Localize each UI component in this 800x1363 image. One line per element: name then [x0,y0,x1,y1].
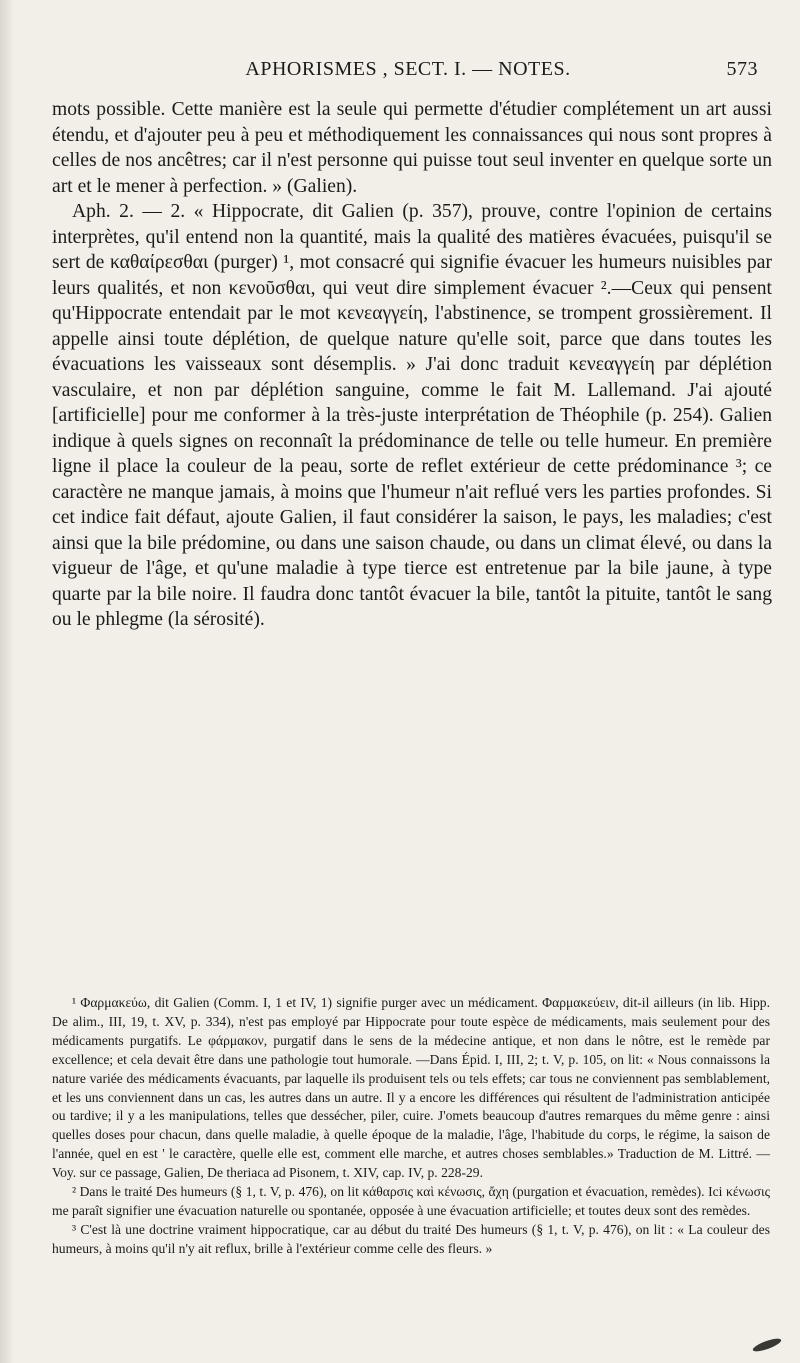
running-header [58,58,758,84]
paragraph-continued: mots possible. Cette manière est la seule qui permette d'étudier complétement un art aussi étendu, et d'ajouter peu à peu et méthodiquement les connaissances qui nous sont propres à celles de nos ancêtres; car il n'est personne qui puisse tout seul inventer en quelque sorte un art et le mener à perfection. » (Galien). [52,99,772,197]
footnote-1: ¹ Φαρμακεύω, dit Galien (Comm. I, 1 et IV, 1) signifie purger avec un médicament. Φαρμακεύειν, dit-il ailleurs (in lib. Hipp. De alim., III, 19, t. XV, p. 334), n'est pas employé par Hippocrate pour toute espèce de médicaments, mais seulement pour des médicaments purgatifs. Le φάρμακον, purgatif dans le sens de la médecine antique, et non dans le nôtre, est le remède par excellence; et cela devait être dans une pathologie tout humorale. —Dans Épid. I, III, 2; t. V, p. 105, on lit: « Nous connaissons la nature variée des médicaments évacuants, par laquelle ils produisent tels ou tels effets; car tous ne conviennent pas semblablement, et les uns conviennent dans un cas, les autres dans un autre. Il y a encore les différences qui résultent de l'administration anticipée ou tardive; il y a les manipulations, telles que dessécher, piler, cuire. J'omets beaucoup d'autres remarques du même genre : ainsi quelles doses pour chacun, dans quelle maladie, à quelle époque de la maladie, l'âge, l'habitude du corps, le régime, la saison de l'année, quel en est ' le caractère, quelle elle est, comment elle marche, et autres choses semblables.» Traduction de M. Littré. — Voy. sur ce passage, Galien, De theriaca ad Pisonem, t. XIV, cap. IV, p. 228-29. [52,995,770,1181]
footnote-3: ³ C'est là une doctrine vraiment hippocratique, car au début du traité Des humeurs (§ 1, t. V, p. 476), on lit : « La couleur des humeurs, à moins qu'il n'y ait reflux, brille à l'extérieur comme celle des fleurs. » [52,1221,770,1256]
footnotes [52,994,770,1259]
page-gutter-shadow [0,0,14,1363]
main-text [52,97,772,633]
running-title: APHORISMES , SECT. I. — NOTES. [245,58,571,80]
page-number: 573 [726,58,758,80]
footnote-2: ² Dans le traité Des humeurs (§ 1, t. V, p. 476), on lit κάθαρσις καὶ κένωσις, ἄχη (purgation et évacuation, remèdes). Ici κένωσις me paraît signifier une évacuation naturelle ou spontanée, opposée à une évacuation artificielle; et toutes deux sont des remèdes. [52,1184,770,1218]
paragraph-aphorism-2: Aph. 2. — 2. « Hippocrate, dit Galien (p. 357), prouve, contre l'opinion de certains interprètes, qu'il entend non la quantité, mais la qualité des matières évacuées, puisqu'il se sert de καθαίρεσθαι (purger) ¹, mot consacré qui signifie évacuer les humeurs nuisibles par leurs qualités, et non κενοῦσθαι, qui veut dire simplement évacuer ².—Ceux qui pensent qu'Hippocrate entendait par le mot κενεαγγείη, l'abstinence, se trompent grossièrement. Il appelle ainsi toute déplétion, de quelque nature qu'elle soit, parce que dans toutes les évacuations les vaisseaux sont désemplis. » J'ai donc traduit κενεαγγείη par déplétion vasculaire, et non par déplétion sanguine, comme le fait M. Lallemand. J'ai ajouté [artificielle] pour me conformer à la très-juste interprétation de Théophile (p. 254). Galien indique à quels signes on reconnaît la prédominance de telle ou telle humeur. En première ligne il place la couleur de la peau, sorte de reflet extérieur de cette prédominance ³; ce caractère ne manque jamais, à moins que l'humeur n'ait reflué vers les parties profondes. Si cet indice fait défaut, ajoute Galien, il faut considérer la saison, le pays, les maladies; c'est ainsi que la bile prédomine, ou dans une saison chaude, ou dans un climat élevé, ou dans la vigueur de l'âge, et qu'une maladie à type tierce est entretenue par la bile jaune, à type quarte par la bile noire. Il faudra donc tantôt évacuer la bile, tantôt la pituite, tantôt le sang ou le phlegme (la sérosité). [52,201,772,630]
ink-smudge [752,1336,783,1354]
